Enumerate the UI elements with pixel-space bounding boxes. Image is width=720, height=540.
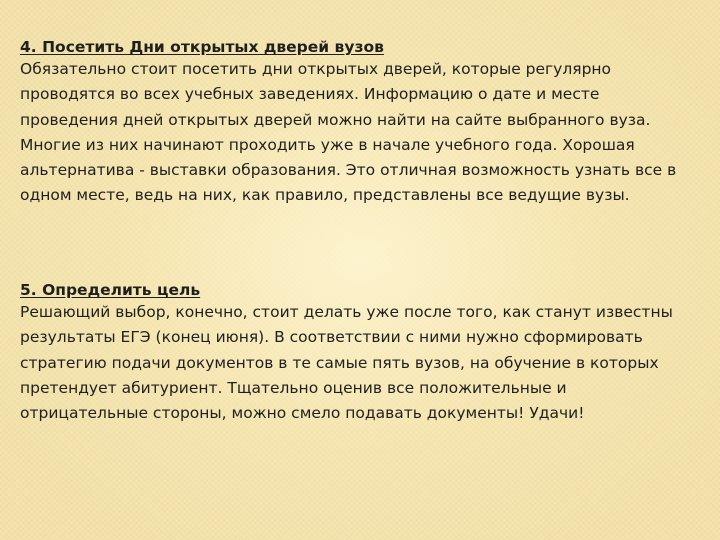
paragraph-line: проведения дней открытых дверей можно найти на сайте выбранного вуза. — [20, 110, 651, 129]
section-heading: 5. Определить цель — [20, 281, 201, 299]
paragraph-line: одном месте, ведь на них, как правило, представлены все ведущие вузы. — [20, 186, 630, 205]
paragraph-line: результаты ЕГЭ (конец июня). В соответствии с ними нужно сформировать — [20, 328, 643, 347]
paragraph-line: Решающий выбор, конечно, стоит делать уже после того, как станут известны — [20, 303, 673, 321]
section-define-goal — [20, 280, 702, 426]
paragraph-line: Обязательно стоит посетить дни открытых дверей, которые регулярно — [20, 60, 612, 78]
section-open-days — [20, 37, 702, 209]
paragraph-line: Многие из них начинают проходить уже в начале учебного года. Хорошая — [20, 135, 635, 154]
section-paragraph — [20, 300, 702, 426]
paragraph-line: альтернатива - выставки образования. Это отличная возможность узнать все в — [20, 161, 677, 180]
paragraph-line: стратегию подачи документов в те самые пять вузов, на обучение в которых — [20, 353, 659, 372]
paragraph-line: проводятся во всех учебных заведениях. Информацию о дате и месте — [20, 85, 600, 104]
section-heading: 4. Посетить Дни открытых дверей вузов — [20, 38, 384, 56]
paragraph-line: отрицательные стороны, можно смело подавать документы! Удачи! — [20, 404, 585, 423]
section-paragraph — [20, 57, 702, 209]
paragraph-line: претендует абитуриент. Тщательно оценив все положительные и — [20, 378, 567, 397]
